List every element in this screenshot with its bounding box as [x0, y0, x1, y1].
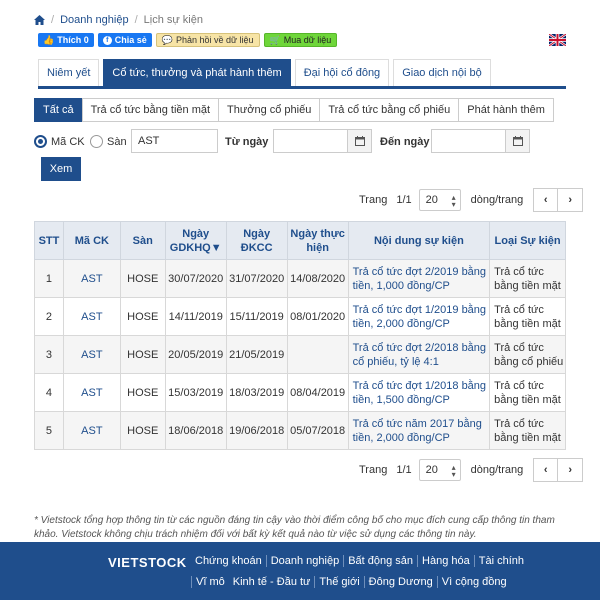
events-table [34, 221, 566, 450]
next-page-button[interactable] [558, 188, 583, 212]
next-page-button[interactable] [558, 458, 583, 482]
header-stt: STT [35, 222, 64, 260]
cell-stt: 1 [35, 260, 64, 298]
rows-per-page-select[interactable]: 20 ▴ ▾ [419, 459, 461, 481]
cell-code-link[interactable]: AST [63, 374, 120, 412]
radio-selected-icon [34, 135, 47, 148]
breadcrumb-separator: / [134, 14, 138, 26]
tab-dividends[interactable]: Cổ tức, thưởng và phát hành thêm [103, 59, 290, 86]
footer-links [191, 555, 551, 588]
main-tabs [38, 59, 566, 89]
footer-link-stocks[interactable]: Chứng khoán [195, 555, 262, 567]
prev-page-button[interactable] [533, 188, 558, 212]
uk-flag-icon[interactable] [549, 34, 566, 46]
cell-event-content-link[interactable]: Trả cổ tức đợt 1/2019 bằng tiền, 2,000 đồng/CP [348, 298, 490, 336]
header-event-content: Nội dung sự kiện [348, 222, 490, 260]
cell-stt: 2 [35, 298, 64, 336]
from-date-label: Từ ngày [225, 136, 269, 148]
cell-exchange: HOSE [120, 298, 165, 336]
cell-payment-date: 14/08/2020 [287, 260, 348, 298]
rows-unit-label: dòng/trang [470, 464, 524, 476]
sub-tabs [34, 98, 553, 122]
like-button[interactable]: 👍 Thích 0 [38, 33, 94, 47]
cell-code-link[interactable]: AST [63, 412, 120, 450]
header-ex-date[interactable]: Ngày GDKHQ▼ [165, 222, 226, 260]
radio-exchange[interactable]: Sàn [90, 135, 127, 148]
filter-bar [34, 129, 574, 155]
tab-listing[interactable]: Niêm yết [38, 59, 99, 86]
footer-link-business[interactable]: Doanh nghiệp [266, 555, 344, 567]
table-row [35, 412, 566, 450]
table-header-row [35, 222, 566, 260]
cart-icon: 🛒 [269, 34, 281, 45]
cell-exchange: HOSE [120, 412, 165, 450]
page-value: 1/1 [396, 464, 412, 476]
chevron-left-icon: ‹ [543, 464, 548, 476]
cell-payment-date [287, 336, 348, 374]
footer-link-community[interactable]: Vì cộng đồng [437, 576, 511, 588]
cell-ex-date: 15/03/2019 [165, 374, 226, 412]
footer-link-economy[interactable]: Kinh tế - Đầu tư [232, 576, 311, 588]
pager-nav [533, 188, 583, 212]
table-row [35, 336, 566, 374]
footer-link-indochina[interactable]: Đông Dương [364, 576, 437, 588]
tab-insider-trading[interactable]: Giao dịch nội bộ [393, 59, 491, 86]
header-exchange: Sàn [120, 222, 165, 260]
from-date-input[interactable] [273, 129, 372, 153]
cell-exchange: HOSE [120, 336, 165, 374]
pager-nav [533, 458, 583, 482]
subtab-cash-dividend[interactable]: Trả cổ tức bằng tiền mặt [82, 98, 219, 122]
select-arrows-icon: ▴ ▾ [451, 193, 456, 209]
cell-exchange: HOSE [120, 374, 165, 412]
chevron-left-icon: ‹ [543, 194, 548, 206]
header-event-type: Loại Sự kiện [490, 222, 566, 260]
calendar-icon[interactable] [505, 130, 529, 152]
chevron-right-icon: › [568, 464, 573, 476]
subtab-all[interactable]: Tất cả [34, 98, 83, 122]
table-row [35, 374, 566, 412]
cell-stt: 3 [35, 336, 64, 374]
cell-record-date: 18/03/2019 [226, 374, 287, 412]
footer-link-world[interactable]: Thế giới [314, 576, 363, 588]
cell-event-type: Trả cổ tức bằng tiền mặt [490, 260, 566, 298]
buy-data-button[interactable]: 🛒 Mua dữ liệu [264, 33, 338, 47]
header-payment-date: Ngày thực hiện [287, 222, 348, 260]
page-label: Trang [359, 464, 388, 476]
cell-record-date: 31/07/2020 [226, 260, 287, 298]
cell-payment-date: 05/07/2018 [287, 412, 348, 450]
calendar-icon[interactable] [347, 130, 371, 152]
cell-stt: 5 [35, 412, 64, 450]
cell-ex-date: 14/11/2019 [165, 298, 226, 336]
cell-ex-date: 30/07/2020 [165, 260, 226, 298]
footer [0, 542, 600, 600]
cell-payment-date: 08/01/2020 [287, 298, 348, 336]
thumbs-up-icon: 👍 [43, 34, 55, 45]
subtab-stock-dividend[interactable]: Trả cổ tức bằng cổ phiếu [319, 98, 459, 122]
cell-event-type: Trả cổ tức bằng tiền mặt [490, 298, 566, 336]
radio-stock-code[interactable]: Mã CK [34, 135, 85, 148]
prev-page-button[interactable] [533, 458, 558, 482]
breadcrumb [34, 14, 203, 26]
cell-code-link[interactable]: AST [63, 260, 120, 298]
to-date-input[interactable] [431, 129, 530, 153]
table-row [35, 260, 566, 298]
footer-link-real-estate[interactable]: Bất động sản [343, 555, 417, 567]
cell-event-type: Trả cổ tức bằng cổ phiếu [490, 336, 566, 374]
footer-link-finance[interactable]: Tài chính [474, 555, 528, 567]
pager-bottom [359, 458, 583, 482]
footer-link-commodities[interactable]: Hàng hóa [417, 555, 474, 567]
home-icon[interactable] [34, 15, 45, 25]
table-row [35, 298, 566, 336]
chevron-right-icon: › [568, 194, 573, 206]
subtab-bonus-shares[interactable]: Thưởng cổ phiếu [218, 98, 320, 122]
cell-code-link[interactable]: AST [63, 336, 120, 374]
rows-per-page-select[interactable]: 20 ▴ ▾ [419, 189, 461, 211]
to-date-label: Đến ngày [380, 136, 430, 148]
disclaimer-note: * Vietstock tổng hợp thông tin từ các nguồn đáng tin cậy vào thời điểm công bố cho mục đích cung cấp thông tin tham khảo. Vietstock không chịu trách nhiệm đối với bất kỳ kết quả nào từ việc sử dụng các thông tin này. [34, 515, 555, 540]
breadcrumb-link-business[interactable]: Doanh nghiệp [60, 14, 129, 26]
view-button[interactable]: Xem [41, 157, 81, 181]
footer-logo[interactable]: VIETSTOCK [108, 555, 187, 570]
feedback-button[interactable]: 💬 Phản hồi về dữ liệu [156, 33, 260, 47]
breadcrumb-current: Lịch sự kiện [143, 14, 203, 26]
facebook-icon: f [103, 36, 112, 45]
cell-event-type: Trả cổ tức bằng tiền mặt [490, 412, 566, 450]
pager-top [359, 188, 583, 212]
header-code: Mã CK [63, 222, 120, 260]
comment-icon: 💬 [161, 34, 173, 45]
header-record-date: Ngày ĐKCC [226, 222, 287, 260]
cell-payment-date: 08/04/2019 [287, 374, 348, 412]
cell-event-content-link[interactable]: Trả cổ tức năm 2017 bằng tiền, 2,000 đồng/CP [348, 412, 490, 450]
tab-shareholders-meeting[interactable]: Đại hội cổ đông [295, 59, 389, 86]
cell-event-type: Trả cổ tức bằng tiền mặt [490, 374, 566, 412]
social-bar [38, 33, 337, 47]
cell-ex-date: 20/05/2019 [165, 336, 226, 374]
page-value: 1/1 [396, 194, 412, 206]
cell-record-date: 21/05/2019 [226, 336, 287, 374]
cell-event-content-link[interactable]: Trả cổ tức đợt 2/2019 bằng tiền, 1,000 đồng/CP [348, 260, 490, 298]
page-label: Trang [359, 194, 388, 206]
cell-record-date: 19/06/2018 [226, 412, 287, 450]
cell-ex-date: 18/06/2018 [165, 412, 226, 450]
share-button[interactable]: f Chia sẻ [98, 33, 152, 47]
subtab-additional-issuance[interactable]: Phát hành thêm [458, 98, 554, 122]
cell-exchange: HOSE [120, 260, 165, 298]
rows-unit-label: dòng/trang [470, 194, 524, 206]
stock-code-input[interactable]: AST [131, 129, 218, 153]
cell-record-date: 15/11/2019 [226, 298, 287, 336]
select-arrows-icon: ▴ ▾ [451, 463, 456, 479]
radio-unselected-icon [90, 135, 103, 148]
cell-code-link[interactable]: AST [63, 298, 120, 336]
footer-link-macro[interactable]: Vĩ mô [191, 576, 229, 588]
cell-event-content-link[interactable]: Trả cổ tức đợt 2/2018 bằng cổ phiếu, tỷ lệ 4:1 [348, 336, 490, 374]
cell-stt: 4 [35, 374, 64, 412]
breadcrumb-separator: / [51, 14, 55, 26]
cell-event-content-link[interactable]: Trả cổ tức đợt 1/2018 bằng tiền, 1,500 đồng/CP [348, 374, 490, 412]
